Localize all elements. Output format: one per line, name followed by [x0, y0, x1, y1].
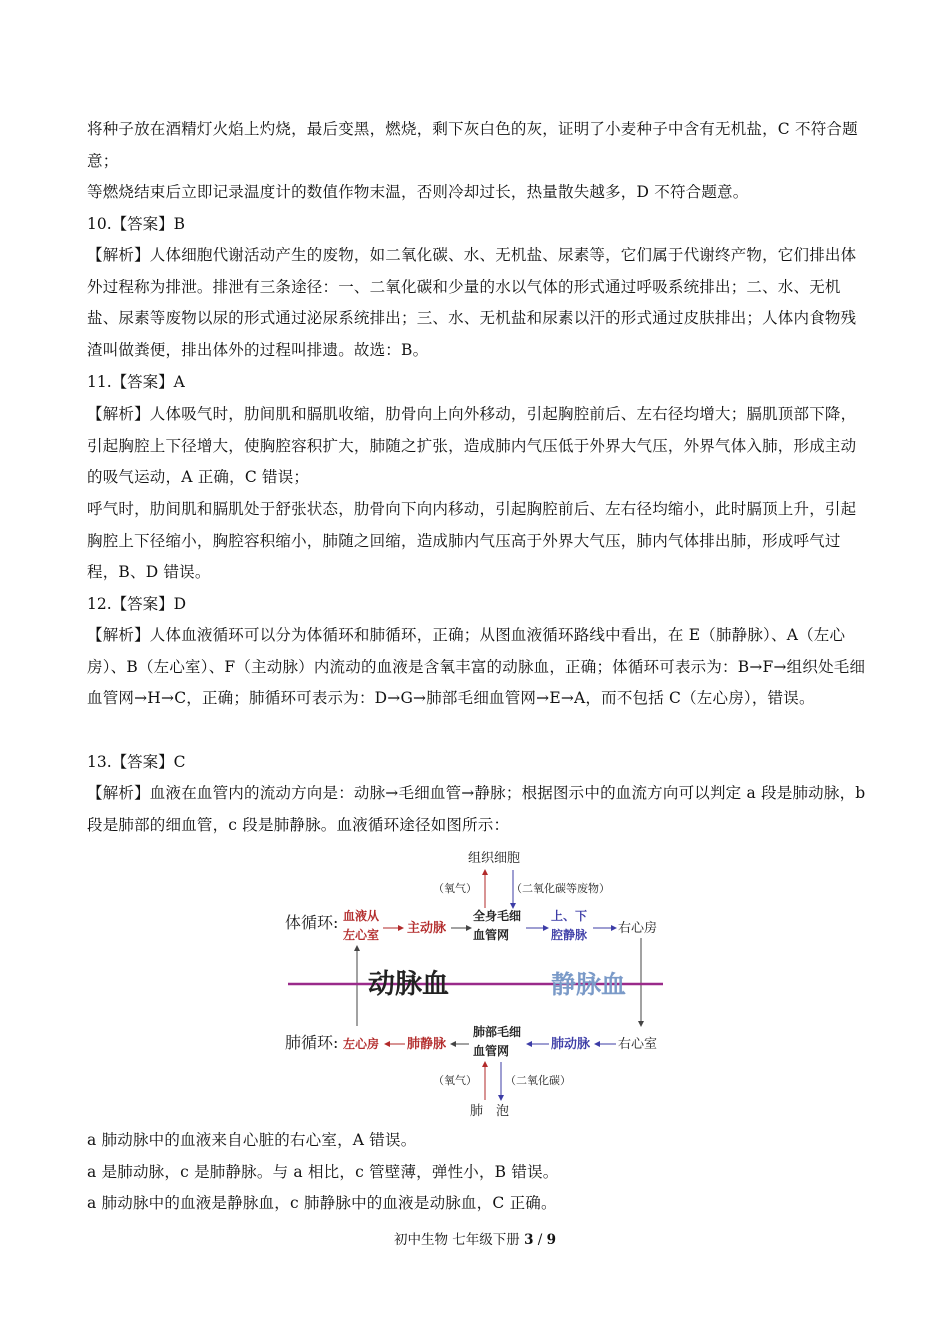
footer-page-number: 3 [524, 1232, 534, 1248]
conclusion-b: a 是肺动脉，c 是肺静脉。与 a 相比，c 管壁薄，弹性小，B 错误。 [87, 1163, 559, 1181]
vena-cava-line2: 腔静脉 [551, 928, 588, 942]
body-capillary-line2: 血管网 [473, 928, 510, 942]
lung-capillary-line1: 肺部毛细 [473, 1025, 522, 1039]
footer-total-pages: 9 [546, 1232, 557, 1248]
oxygen-top-label: （氧气） [433, 882, 477, 895]
pulmonary-vein-label: 肺静脉 [407, 1037, 447, 1052]
vena-cava-line1: 上、下 [551, 909, 588, 923]
analysis-11-exhale: 呼气时，肋间肌和膈肌处于舒张状态，肋骨向下向内移动，引起胸腔前后、左右径均缩小，此时膈顶上升，引起胸腔上下径缩小，胸腔容积缩小，肺随之回缩，造成肺内气压高于外界大气压，肺内气体排出肺，形成呼气过程，B、D 错误。 [87, 500, 857, 581]
systemic-circulation-label: 体循环: [285, 913, 339, 932]
footer-subject: 初中生物 七年级下册 [393, 1232, 520, 1248]
analysis-10: 【解析】人体细胞代谢活动产生的废物，如二氧化碳、水、无机盐、尿素等，它们属于代谢终产物，它们排出体外过程称为排泄。排泄有三条途径：一、二氧化碳和少量的水以气体的形式通过呼吸系统排出；二、水、无机盐、尿素等废物以尿的形式通过泌尿系统排出；三、水、无机盐和尿素以汗的形式通过皮肤排出；人体内食物残渣叫做粪便，排出体外的过程叫排遗。故选：B。 [87, 246, 857, 359]
analysis-12: 【解析】人体血液循环可以分为体循环和肺循环，正确；从图血液循环路线中看出，在 E（肺静脉）、A（左心房）、B（左心室）、F（主动脉）内流动的血液是含氧丰富的动脉血，正确；体循环可表示为：B→F→组织处毛细血管网→H→C，正确；肺循环可表示为：D→G→肺部毛细血管网→E→A，而不包括 C（左心房），错误。 [87, 626, 866, 707]
analysis-11-inhale: 【解析】人体吸气时，肋间肌和膈肌收缩，肋骨向上向外移动，引起胸腔前后、左右径均增大；膈肌顶部下降，引起胸腔上下径增大，使胸腔容积扩大，肺随之扩张，造成肺内气压低于外界大气压，外界气体入肺，形成主动的吸气运动，A 正确，C 错误； [87, 405, 857, 486]
conclusion-a: a 肺动脉中的血液来自心脏的右心室，A 错误。 [87, 1131, 417, 1149]
lung-capillary-line2: 血管网 [473, 1044, 510, 1058]
left-atrium-label: 左心房 [343, 1037, 380, 1051]
answer-13: 13.【答案】C [87, 753, 186, 771]
blood-circulation-diagram [283, 848, 668, 1120]
answer-11: 11.【答案】A [87, 373, 185, 391]
aorta-label: 主动脉 [407, 921, 447, 936]
analysis-13: 【解析】血液在血管内的流动方向是：动脉→毛细血管→静脉；根据图示中的血流方向可以判定 a 段是肺动脉，b 段是肺部的细血管，c 段是肺静脉。血液循环途径如图所示： [87, 784, 866, 834]
conclusion-c: a 肺动脉中的血液是静脉血，c 肺静脉中的血液是动脉血，C 正确。 [87, 1194, 557, 1212]
alveoli-label: 肺 泡 [470, 1104, 510, 1119]
right-atrium-label: 右心房 [618, 921, 658, 936]
co2-waste-label: （二氧化碳等废物） [511, 882, 610, 895]
body-capillary-line1: 全身毛细 [473, 909, 522, 923]
co2-bottom-label: （二氧化碳） [505, 1074, 571, 1087]
paragraph-option-d: 等燃烧结束后立即记录温度计的数值作物末温，否则冷却过长，热量散失越多，D 不符合题意。 [87, 183, 749, 201]
tissue-cells-label: 组织细胞 [468, 851, 521, 866]
left-ventricle-line2: 左心室 [343, 928, 380, 942]
arterial-blood-label: 动脉血 [368, 969, 449, 1000]
pulmonary-circulation-label: 肺循环: [285, 1033, 339, 1052]
answer-10: 10.【答案】B [87, 215, 186, 233]
oxygen-bottom-label: （氧气） [433, 1074, 477, 1087]
right-ventricle-label: 右心室 [618, 1037, 658, 1052]
paragraph-option-c: 将种子放在酒精灯火焰上灼烧，最后变黑，燃烧，剩下灰白色的灰，证明了小麦种子中含有无机盐，C 不符合题意； [87, 120, 858, 170]
left-ventricle-line1: 血液从 [343, 909, 380, 923]
footer-separator: / [537, 1232, 543, 1248]
answer-12: 12.【答案】D [87, 595, 187, 613]
pulmonary-artery-label: 肺动脉 [551, 1037, 591, 1052]
venous-blood-label: 静脉血 [551, 970, 627, 999]
page-footer [0, 1228, 950, 1248]
